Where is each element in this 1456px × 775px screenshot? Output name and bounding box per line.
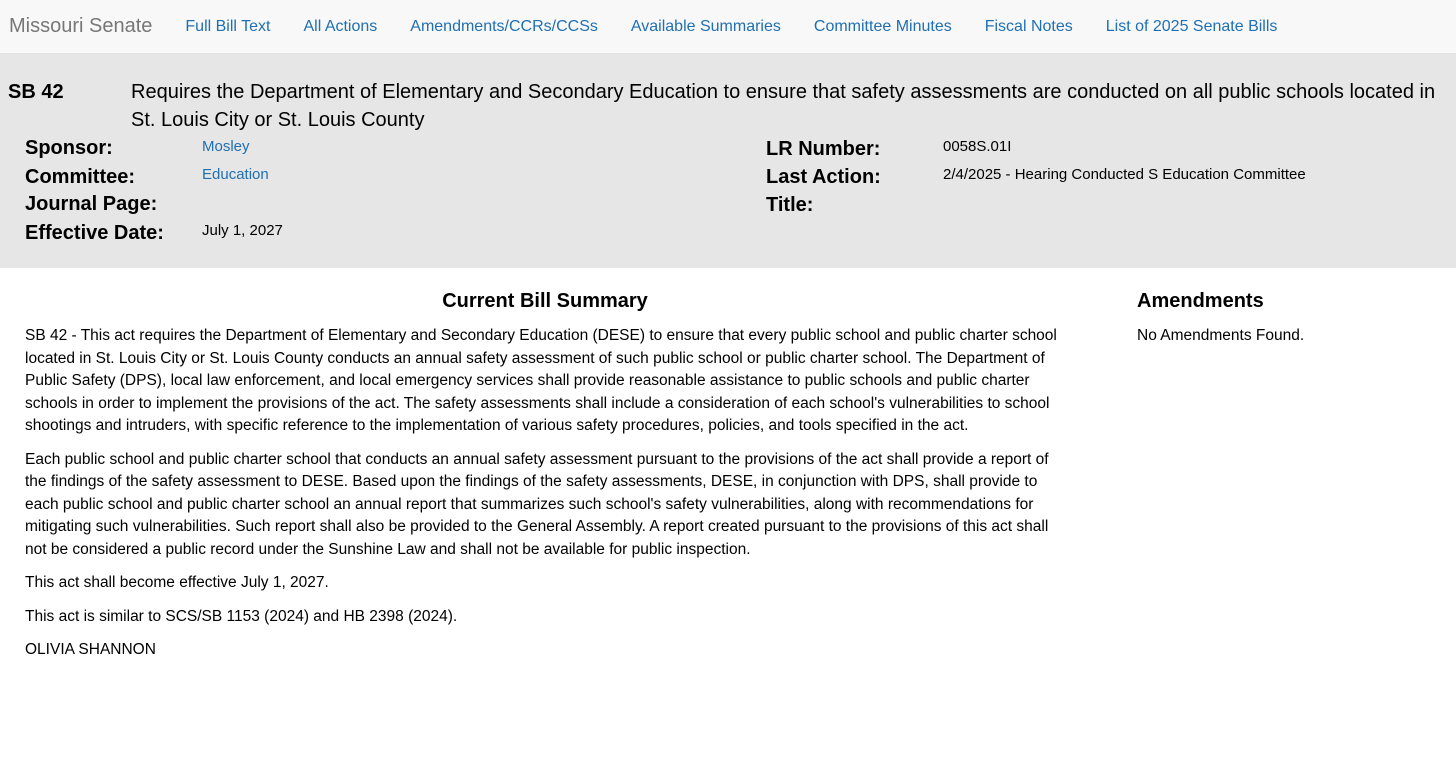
effective-date-value: July 1, 2027 — [202, 222, 283, 239]
summary-paragraph: This act is similar to SCS/SB 1153 (2024) and HB 2398 (2024). — [25, 607, 458, 625]
nav-available-summaries[interactable]: Available Summaries — [630, 17, 781, 35]
last-action-label: Last Action: — [766, 166, 881, 188]
site-brand[interactable]: Missouri Senate — [9, 15, 153, 37]
committee-link[interactable]: Education — [202, 166, 269, 183]
summary-paragraph: This act shall become effective July 1, 2027. — [25, 574, 329, 591]
nav-committee-minutes[interactable]: Committee Minutes — [813, 17, 952, 35]
bill-id: SB 42 — [8, 81, 64, 103]
amendments-heading: Amendments — [1137, 290, 1264, 312]
bill-title: Requires the Department of Elementary and Secondary Education to ensure that safety assessments are conducted on all public schools located in St. Louis City or St. Louis County — [131, 81, 1436, 131]
summary-paragraph: Each public school and public charter school that conducts an annual safety assessment pursuant to the provisions of the act shall provide a report of the findings of the safety assessment to DESE. Based upon the findings of the safety assessments, DESE, in conjunction with DPS, shall provide to each public school and public charter school an annual report that summarizes such school's safety vulnerabilities, along with recommendations for mitigating such vulnerabilities. Such report shall also be provided to the General Assembly. A report created pursuant to the provisions of this act shall not be considered a public record under the Sunshine Law and shall not be available for public inspection. — [25, 450, 1049, 558]
sponsor-link[interactable]: Mosley — [202, 138, 250, 155]
summary-author: OLIVIA SHANNON — [25, 641, 156, 658]
summary-paragraph: SB 42 - This act requires the Department of Elementary and Secondary Education (DESE) to ensure that every public school and public charter school located in St. Louis City or St. Louis County conducts an annual safety assessment of such public school or public charter school. The Department of Public Safety (DPS), local law enforcement, and local emergency services shall provide reasonable assistance to public schools and public charter schools in order to implement the provisions of the act. The safety assessments shall include a consideration of each school's vulnerabilities to school shootings and intruders, with specific reference to the implementation of various safety procedures, policies, and tools specified in the act. — [25, 327, 1057, 434]
top-navbar — [0, 0, 1456, 54]
sponsor-label: Sponsor: — [25, 137, 113, 159]
committee-label: Committee: — [25, 166, 136, 188]
nav-amendments[interactable]: Amendments/CCRs/CCSs — [410, 17, 598, 35]
summary-heading: Current Bill Summary — [442, 290, 648, 312]
amendments-panel — [1137, 290, 1437, 348]
bill-summary — [25, 290, 1065, 673]
journal-page-label: Journal Page: — [25, 193, 158, 215]
nav-fiscal-notes[interactable]: Fiscal Notes — [984, 17, 1073, 35]
nav-all-actions[interactable]: All Actions — [303, 17, 378, 35]
nav-senate-bills-list[interactable]: List of 2025 Senate Bills — [1105, 17, 1278, 35]
effective-date-label: Effective Date: — [25, 222, 164, 244]
nav-full-bill-text[interactable]: Full Bill Text — [185, 17, 271, 35]
title-label: Title: — [766, 194, 814, 216]
bill-header — [0, 54, 1456, 268]
lr-number-value: 0058S.01I — [943, 138, 1012, 155]
lr-number-label: LR Number: — [766, 138, 881, 160]
amendments-empty-text: No Amendments Found. — [1137, 327, 1305, 344]
last-action-value: 2/4/2025 - Hearing Conducted S Education Committee — [943, 166, 1306, 183]
